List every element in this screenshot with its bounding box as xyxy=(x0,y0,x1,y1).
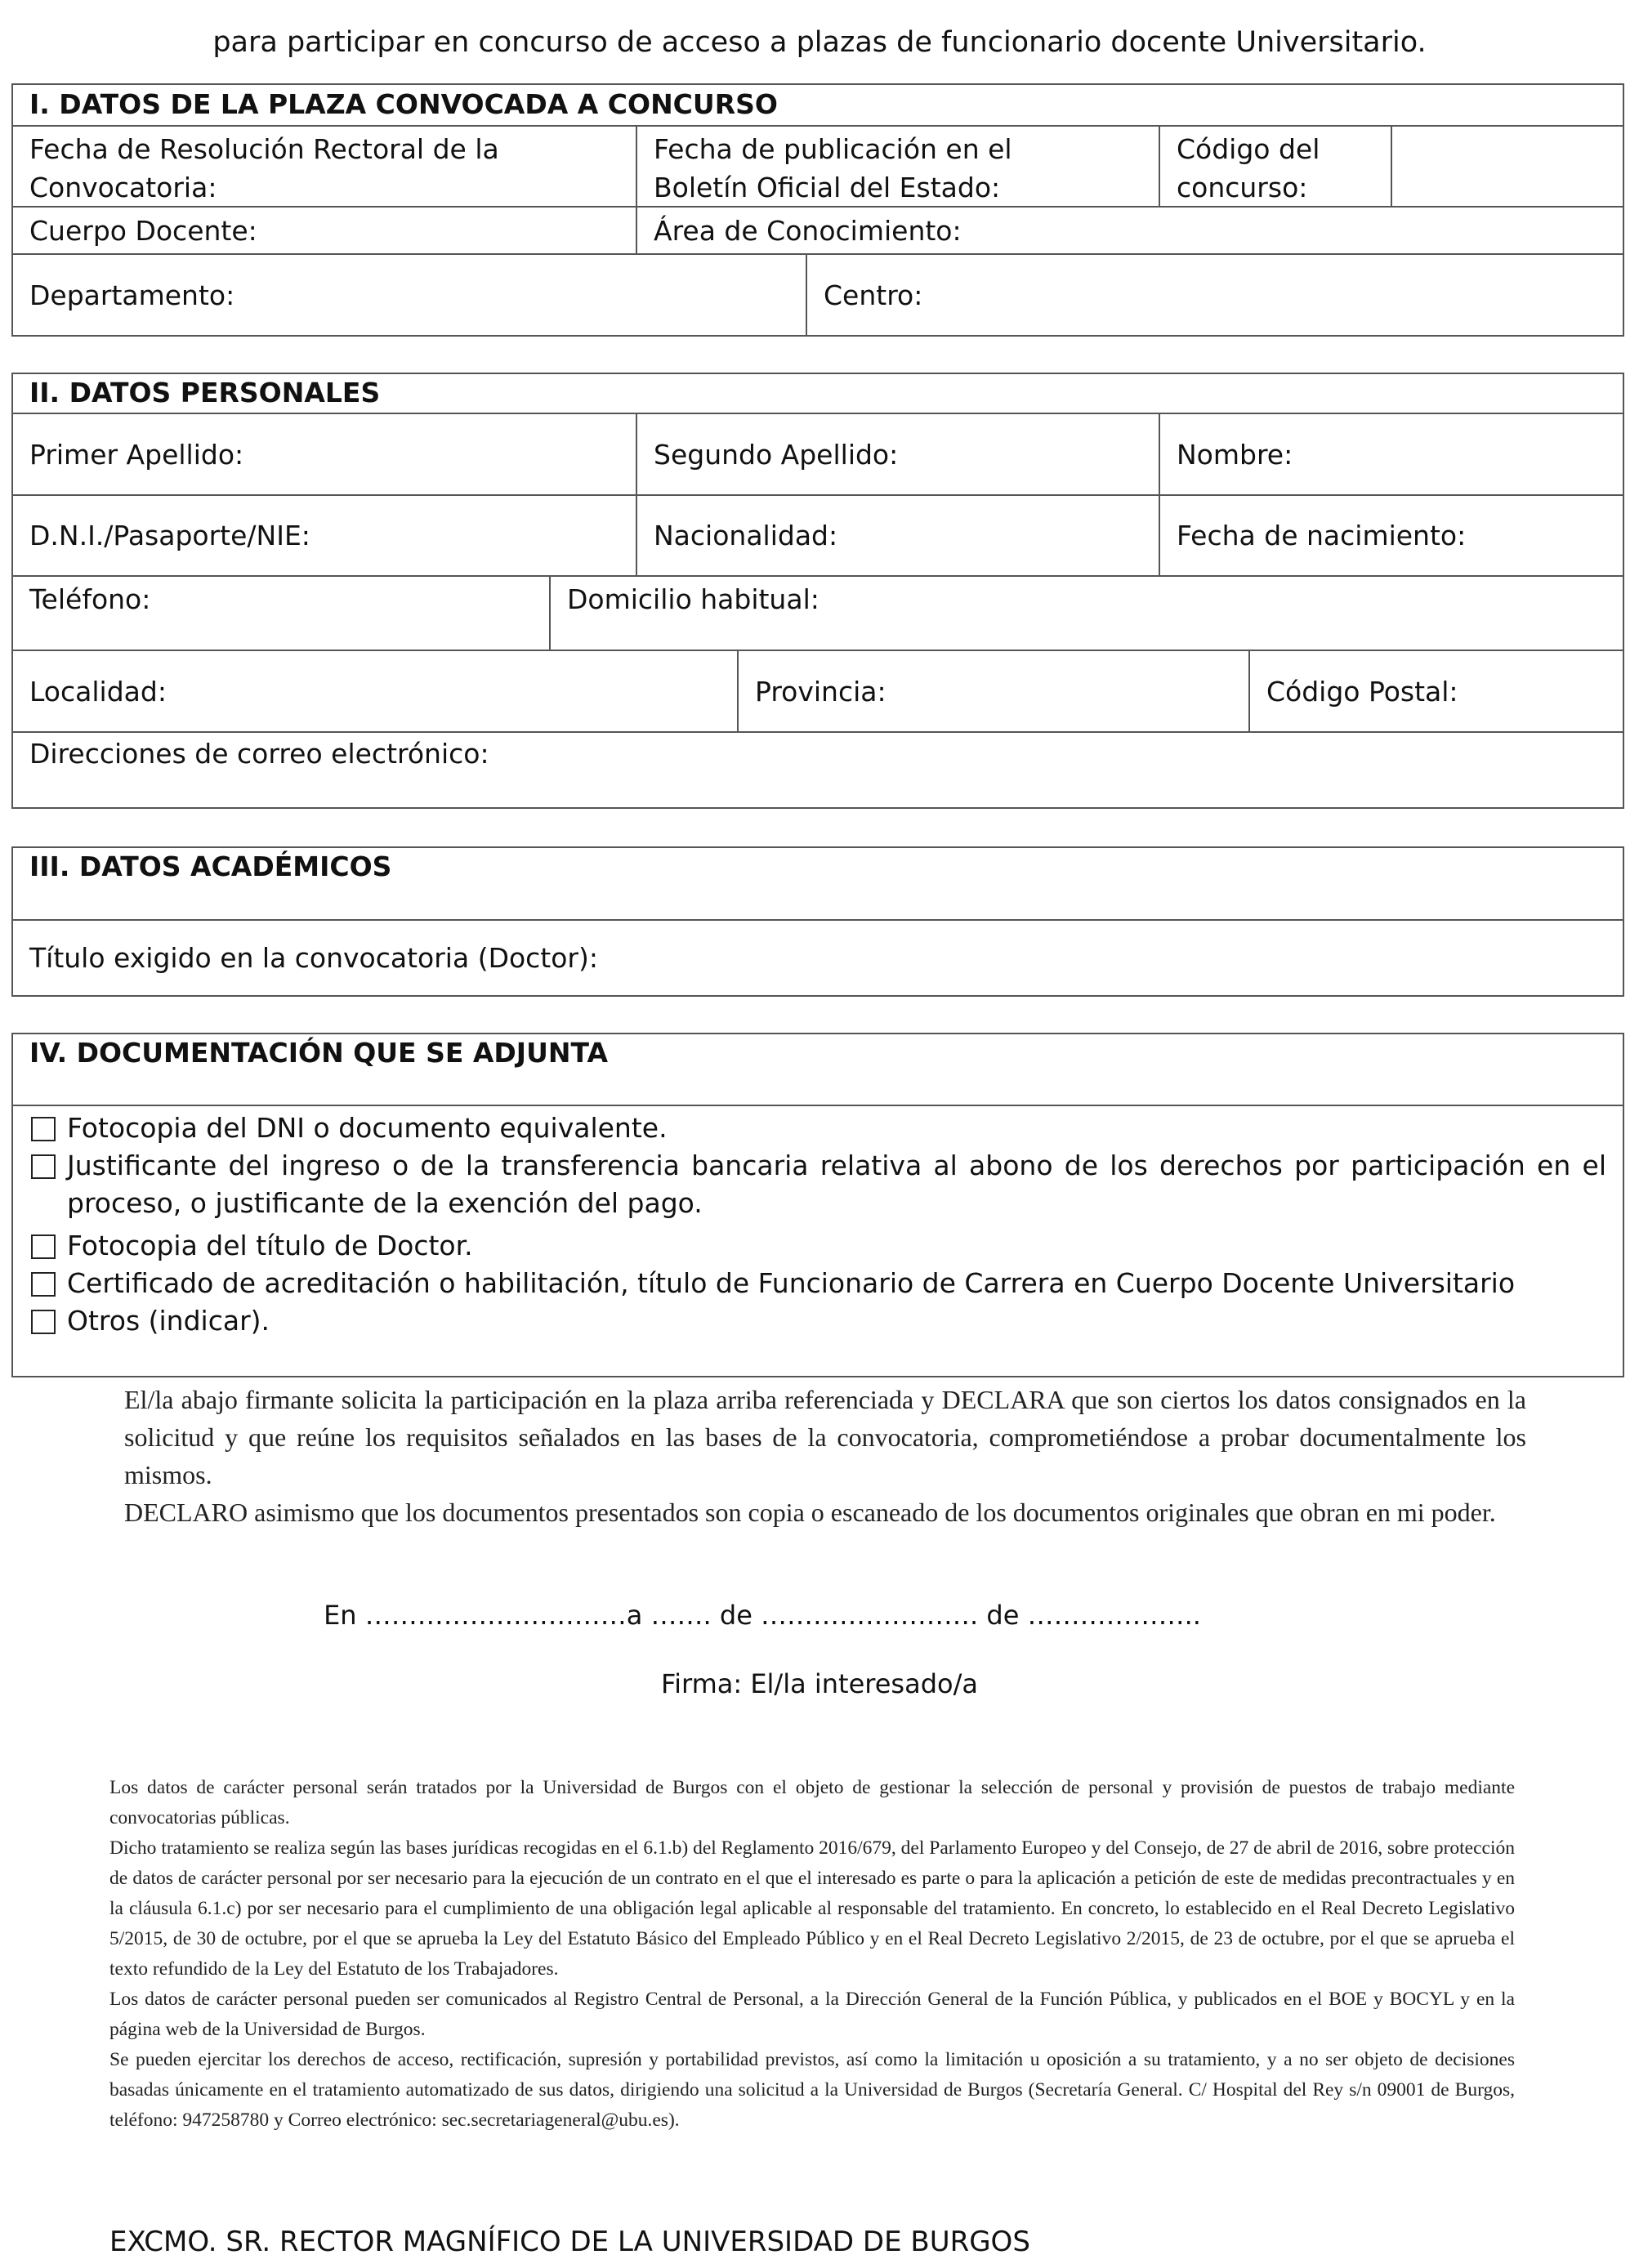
section-title-plaza: I. DATOS DE LA PLAZA CONVOCADA A CONCURSO xyxy=(29,88,778,120)
section-plaza xyxy=(11,83,1624,337)
field-cuerpo-docente[interactable]: Cuerpo Docente: xyxy=(29,214,257,247)
field-area-conocimiento[interactable]: Área de Conocimiento: xyxy=(636,208,1623,253)
field-domicilio[interactable]: Domicilio habitual: xyxy=(549,577,1623,650)
checklist-item: Fotocopia del título de Doctor. xyxy=(31,1227,1606,1265)
checklist-item: Otros (indicar). xyxy=(31,1302,1606,1340)
field-fecha-nacimiento[interactable]: Fecha de nacimiento: xyxy=(1159,496,1623,575)
field-segundo-apellido[interactable]: Segundo Apellido: xyxy=(636,414,1159,494)
checkbox-dni[interactable] xyxy=(31,1117,56,1141)
checkbox-certificado[interactable] xyxy=(31,1272,56,1297)
section-academicos xyxy=(11,846,1624,997)
field-telefono[interactable]: Teléfono: xyxy=(29,583,151,615)
checklist-item: Fotocopia del DNI o documento equivalente. xyxy=(31,1109,1606,1147)
field-nacionalidad[interactable]: Nacionalidad: xyxy=(636,496,1159,575)
field-localidad[interactable]: Localidad: xyxy=(29,675,167,708)
place-date-line[interactable]: En …………………………a ……. de ……………………. de ……………….. xyxy=(324,1600,1201,1631)
field-fecha-publicacion[interactable]: Fecha de publicación en el Boletín Oficial del Estado: xyxy=(636,127,1159,206)
section-title-personales: II. DATOS PERSONALES xyxy=(29,377,381,409)
field-codigo-label: Código del concurso: xyxy=(1159,127,1391,206)
privacy-notice xyxy=(109,1773,1515,2136)
privacy-paragraph: Los datos de carácter personal pueden ser comunicados al Registro Central de Personal, a la Dirección General de la Función Pública, y publicados en el BOE y BOCYL y en la página web de la Universidad de Burgos. xyxy=(109,1989,1515,2040)
addressee: EXCMO. SR. RECTOR MAGNÍFICO DE LA UNIVERSIDAD DE BURGOS xyxy=(109,2226,1030,2258)
documents-checklist xyxy=(13,1106,1623,1340)
field-primer-apellido[interactable]: Primer Apellido: xyxy=(29,438,244,471)
section-title-academicos: III. DATOS ACADÉMICOS xyxy=(29,850,392,882)
field-titulo-doctor[interactable]: Título exigido en la convocatoria (Doctor): xyxy=(29,942,598,974)
section-personales xyxy=(11,373,1624,809)
checkbox-otros[interactable] xyxy=(31,1310,56,1334)
field-fecha-resolucion[interactable]: Fecha de Resolución Rectoral de la Convocatoria: xyxy=(29,133,499,203)
field-correo[interactable]: Direcciones de correo electrónico: xyxy=(29,738,489,770)
declaration xyxy=(124,1381,1526,1531)
section-title-documentacion: IV. DOCUMENTACIÓN QUE SE ADJUNTA xyxy=(29,1037,608,1069)
field-provincia[interactable]: Provincia: xyxy=(737,651,1248,731)
checklist-item: Justificante del ingreso o de la transferencia bancaria relativa al abono de los derechos por participación en el proceso, o justificante de la exención del pago. xyxy=(31,1147,1606,1222)
section-documentacion xyxy=(11,1033,1624,1377)
field-nombre[interactable]: Nombre: xyxy=(1159,414,1623,494)
intro-text: para participar en concurso de acceso a plazas de funcionario docente Universitario. xyxy=(212,26,1427,59)
declaration-paragraph-2: DECLARO asimismo que los documentos presentados son copia o escaneado de los documentos originales que obran en mi poder. xyxy=(124,1498,1496,1527)
checkbox-justificante[interactable] xyxy=(31,1154,56,1179)
field-centro[interactable]: Centro: xyxy=(806,255,1623,335)
signature-label: Firma: El/la interesado/a xyxy=(661,1668,978,1699)
field-dni[interactable]: D.N.I./Pasaporte/NIE: xyxy=(29,520,310,551)
field-codigo-input[interactable] xyxy=(1391,127,1623,206)
declaration-paragraph-1: El/la abajo firmante solicita la participación en la plaza arriba referenciada y DECLARA que son ciertos los datos consignados en la solicitud y que reúne los requisitos señalados en las bases de la convocatoria, comprometiéndose a probar documentalmente los mismos. xyxy=(124,1385,1526,1489)
privacy-paragraph: Dicho tratamiento se realiza según las bases jurídicas recogidas en el 6.1.b) del Reglamento 2016/679, del Parlamento Europeo y del Consejo, de 27 de abril de 2016, sobre protección de datos de carácter personal por ser necesario para la ejecución de un contrato en el que el interesado es parte o para la aplicación a petición de este de medidas precontractuales y en la cláusula 6.1.c) por ser necesario para el cumplimiento de una obligación legal aplicable al responsable del tratamiento. En concreto, lo establecido en el Real Decreto Legislativo 5/2015, de 30 de octubre, por el que se aprueba la Ley del Estatuto Básico del Empleado Público y en el Real Decreto Legislativo 2/2015, de 23 de octubre, por el que se aprueba el texto refundido de la Ley del Estatuto de los Trabajadores. xyxy=(109,1837,1515,1980)
checklist-item: Certificado de acreditación o habilitación, título de Funcionario de Carrera en Cuerpo Docente Universitario xyxy=(31,1265,1606,1302)
field-codigo-postal[interactable]: Código Postal: xyxy=(1248,651,1623,731)
privacy-paragraph: Los datos de carácter personal serán tratados por la Universidad de Burgos con el objeto de gestionar la selección de personal y provisión de puestos de trabajo mediante convocatorias públicas. xyxy=(109,1777,1515,1828)
privacy-paragraph: Se pueden ejercitar los derechos de acceso, rectificación, supresión y portabilidad previstos, así como la limitación u oposición a su tratamiento, y a no ser objeto de decisiones basadas únicamente en el tratamiento automatizado de sus datos, dirigiendo una solicitud a la Universidad de Burgos (Secretaría General. C/ Hospital del Rey s/n 09001 de Burgos, teléfono: 947258780 y Correo electrónico: sec.secretariageneral@ubu.es). xyxy=(109,2049,1515,2131)
checkbox-titulo-doctor[interactable] xyxy=(31,1234,56,1259)
field-departamento[interactable]: Departamento: xyxy=(29,279,235,311)
